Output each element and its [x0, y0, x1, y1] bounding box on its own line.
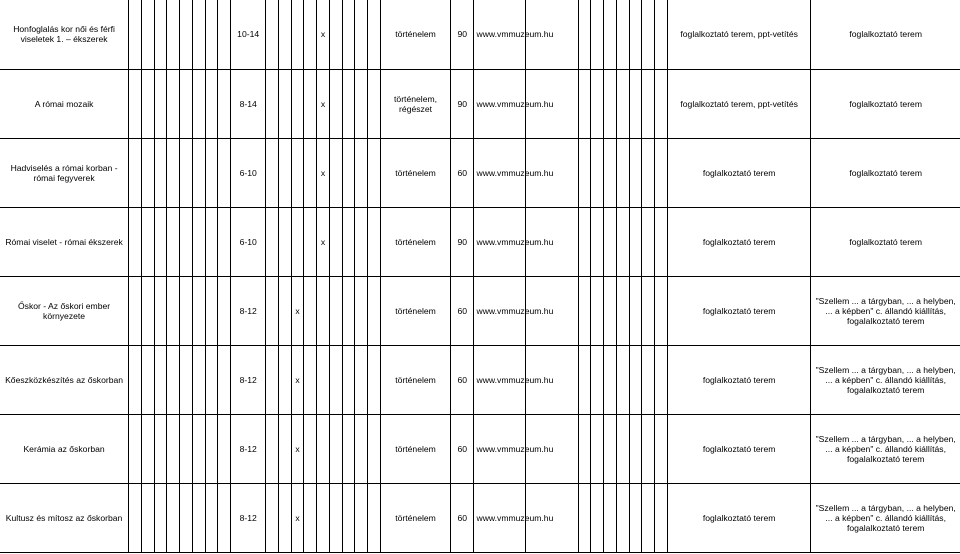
age-range: 8-12: [239, 305, 257, 316]
mark-x-cell: [317, 69, 330, 138]
mark-x-cell: [291, 483, 304, 552]
website-cell: [474, 0, 554, 69]
age-range-cell: [231, 483, 266, 552]
table-row: [0, 207, 960, 276]
subject: történelem: [395, 236, 436, 247]
age-range-cell: [231, 0, 266, 69]
venue-primary-cell: [667, 345, 811, 414]
venue-primary-cell: [667, 69, 811, 138]
venue-primary: foglalkoztató terem: [702, 167, 776, 178]
subject-cell: [380, 345, 450, 414]
subject-cell: [380, 276, 450, 345]
program-title-cell: [0, 69, 129, 138]
website: www.vmmuzeum.hu: [476, 443, 554, 454]
program-title: Római viselet - római ékszerek: [5, 236, 123, 247]
venue-primary-cell: [667, 0, 811, 69]
website-cell: [474, 69, 554, 138]
program-title-cell: [0, 138, 129, 207]
venue-secondary-cell: [811, 207, 960, 276]
website: www.vmmuzeum.hu: [476, 167, 554, 178]
table-row: [0, 138, 960, 207]
venue-secondary-cell: [811, 138, 960, 207]
website: www.vmmuzeum.hu: [476, 305, 554, 316]
subject-cell: [380, 69, 450, 138]
venue-secondary: foglalkoztató terem: [849, 236, 922, 247]
age-range-cell: [231, 69, 266, 138]
program-title: Honfoglalás kor női és férfi viseletek 1. – ékszerek: [13, 24, 115, 45]
age-range-cell: [231, 138, 266, 207]
venue-secondary: "Szellem ... a tárgyban, ... a helyben, ... a képben" c. állandó kiállítás, fogalalkoztató terem: [815, 433, 956, 464]
subject-cell: [380, 483, 450, 552]
mark-x-cell: [291, 414, 304, 483]
venue-primary: foglalkoztató terem: [702, 374, 776, 385]
mark-x-cell: [291, 345, 304, 414]
duration-minutes: 60: [457, 443, 468, 454]
venue-primary-cell: [667, 414, 811, 483]
website: www.vmmuzeum.hu: [476, 29, 554, 40]
subject: történelem: [395, 305, 436, 316]
mark-x: x: [320, 29, 326, 40]
mark-x-cell: [317, 207, 330, 276]
mark-x: x: [295, 512, 300, 523]
subject-cell: [380, 207, 450, 276]
program-title-cell: [0, 0, 129, 69]
duration-minutes-cell: [451, 0, 474, 69]
program-title: A római mozaik: [34, 98, 94, 109]
program-title: Kultusz és mítosz az őskorban: [5, 512, 123, 523]
duration-minutes-cell: [451, 138, 474, 207]
mark-x-cell: [291, 276, 304, 345]
subject: történelem: [395, 167, 436, 178]
duration-minutes: 60: [457, 512, 468, 523]
program-title: Kőeszközkészítés az őskorban: [5, 374, 124, 385]
venue-primary-cell: [667, 138, 811, 207]
program-title-cell: [0, 414, 129, 483]
venue-secondary: "Szellem ... a tárgyban, ... a helyben, ... a képben" c. állandó kiállítás, fogalalkoztató terem: [815, 295, 956, 326]
table-row: [0, 414, 960, 483]
duration-minutes-cell: [451, 414, 474, 483]
age-range: 8-14: [239, 98, 257, 109]
venue-secondary: foglalkoztató terem: [849, 167, 922, 178]
venue-primary: foglalkoztató terem: [702, 236, 776, 247]
age-range-cell: [231, 276, 266, 345]
subject: történelem: [395, 29, 436, 40]
venue-secondary-cell: [811, 414, 960, 483]
age-range: 8-12: [239, 512, 257, 523]
duration-minutes-cell: [451, 345, 474, 414]
duration-minutes-cell: [451, 483, 474, 552]
mark-x-cell: [317, 138, 330, 207]
venue-secondary-cell: [811, 0, 960, 69]
program-title: Őskor - Az őskori ember környezete: [17, 300, 111, 321]
mark-x: x: [320, 167, 326, 178]
program-title-cell: [0, 483, 129, 552]
mark-x: x: [295, 305, 300, 316]
website-cell: [474, 483, 554, 552]
website-cell: [474, 345, 554, 414]
age-range: 6-10: [239, 236, 257, 247]
mark-x: x: [295, 374, 300, 385]
website: www.vmmuzeum.hu: [476, 98, 554, 109]
duration-minutes: 60: [457, 374, 468, 385]
subject-cell: [380, 414, 450, 483]
website-cell: [474, 414, 554, 483]
duration-minutes: 90: [457, 98, 468, 109]
table-row: [0, 69, 960, 138]
table-row: [0, 483, 960, 552]
program-title-cell: [0, 207, 129, 276]
duration-minutes-cell: [451, 207, 474, 276]
age-range-cell: [231, 414, 266, 483]
website: www.vmmuzeum.hu: [476, 512, 554, 523]
age-range-cell: [231, 207, 266, 276]
mark-x: x: [320, 98, 326, 109]
program-title: Kerámia az őskorban: [23, 443, 105, 454]
program-title-cell: [0, 276, 129, 345]
duration-minutes: 90: [457, 29, 468, 40]
age-range: 10-14: [237, 29, 260, 40]
table-row: [0, 0, 960, 69]
website: www.vmmuzeum.hu: [476, 236, 554, 247]
venue-secondary: "Szellem ... a tárgyban, ... a helyben, ... a képben" c. állandó kiállítás, fogalalkoztató terem: [815, 502, 956, 533]
venue-primary-cell: [667, 483, 811, 552]
venue-primary: foglalkoztató terem: [702, 512, 776, 523]
duration-minutes: 90: [457, 236, 468, 247]
venue-secondary-cell: [811, 276, 960, 345]
age-range-cell: [231, 345, 266, 414]
website-cell: [474, 138, 554, 207]
venue-secondary: "Szellem ... a tárgyban, ... a helyben, ... a képben" c. állandó kiállítás, fogalalkoztató terem: [815, 364, 956, 395]
subject: történelem: [395, 374, 436, 385]
age-range: 6-10: [239, 167, 257, 178]
duration-minutes-cell: [451, 276, 474, 345]
venue-primary: foglalkoztató terem: [702, 305, 776, 316]
website-cell: [474, 276, 554, 345]
venue-primary: foglalkoztató terem, ppt-vetítés: [680, 29, 798, 40]
subject-cell: [380, 0, 450, 69]
program-title-cell: [0, 345, 129, 414]
table-row: [0, 276, 960, 345]
venue-secondary: foglalkoztató terem: [849, 29, 922, 40]
mark-x-cell: [317, 0, 330, 69]
duration-minutes: 60: [457, 167, 468, 178]
subject-cell: [380, 138, 450, 207]
website: www.vmmuzeum.hu: [476, 374, 554, 385]
venue-secondary: foglalkoztató terem: [849, 98, 922, 109]
venue-secondary-cell: [811, 483, 960, 552]
venue-secondary-cell: [811, 69, 960, 138]
venue-primary: foglalkoztató terem: [702, 443, 776, 454]
venue-primary-cell: [667, 207, 811, 276]
subject: történelem: [395, 512, 436, 523]
subject: történelem: [395, 443, 436, 454]
subject: történelem, régészet: [394, 93, 438, 114]
website-cell: [474, 207, 554, 276]
duration-minutes-cell: [451, 69, 474, 138]
venue-primary: foglalkoztató terem, ppt-vetítés: [680, 98, 798, 109]
table-row: [0, 345, 960, 414]
age-range: 8-12: [239, 374, 257, 385]
mark-x: x: [320, 236, 326, 247]
venue-primary-cell: [667, 276, 811, 345]
venue-secondary-cell: [811, 345, 960, 414]
mark-x: x: [295, 443, 300, 454]
age-range: 8-12: [239, 443, 257, 454]
duration-minutes: 60: [457, 305, 468, 316]
program-title: Hadviselés a római korban - római fegyverek: [10, 162, 118, 183]
